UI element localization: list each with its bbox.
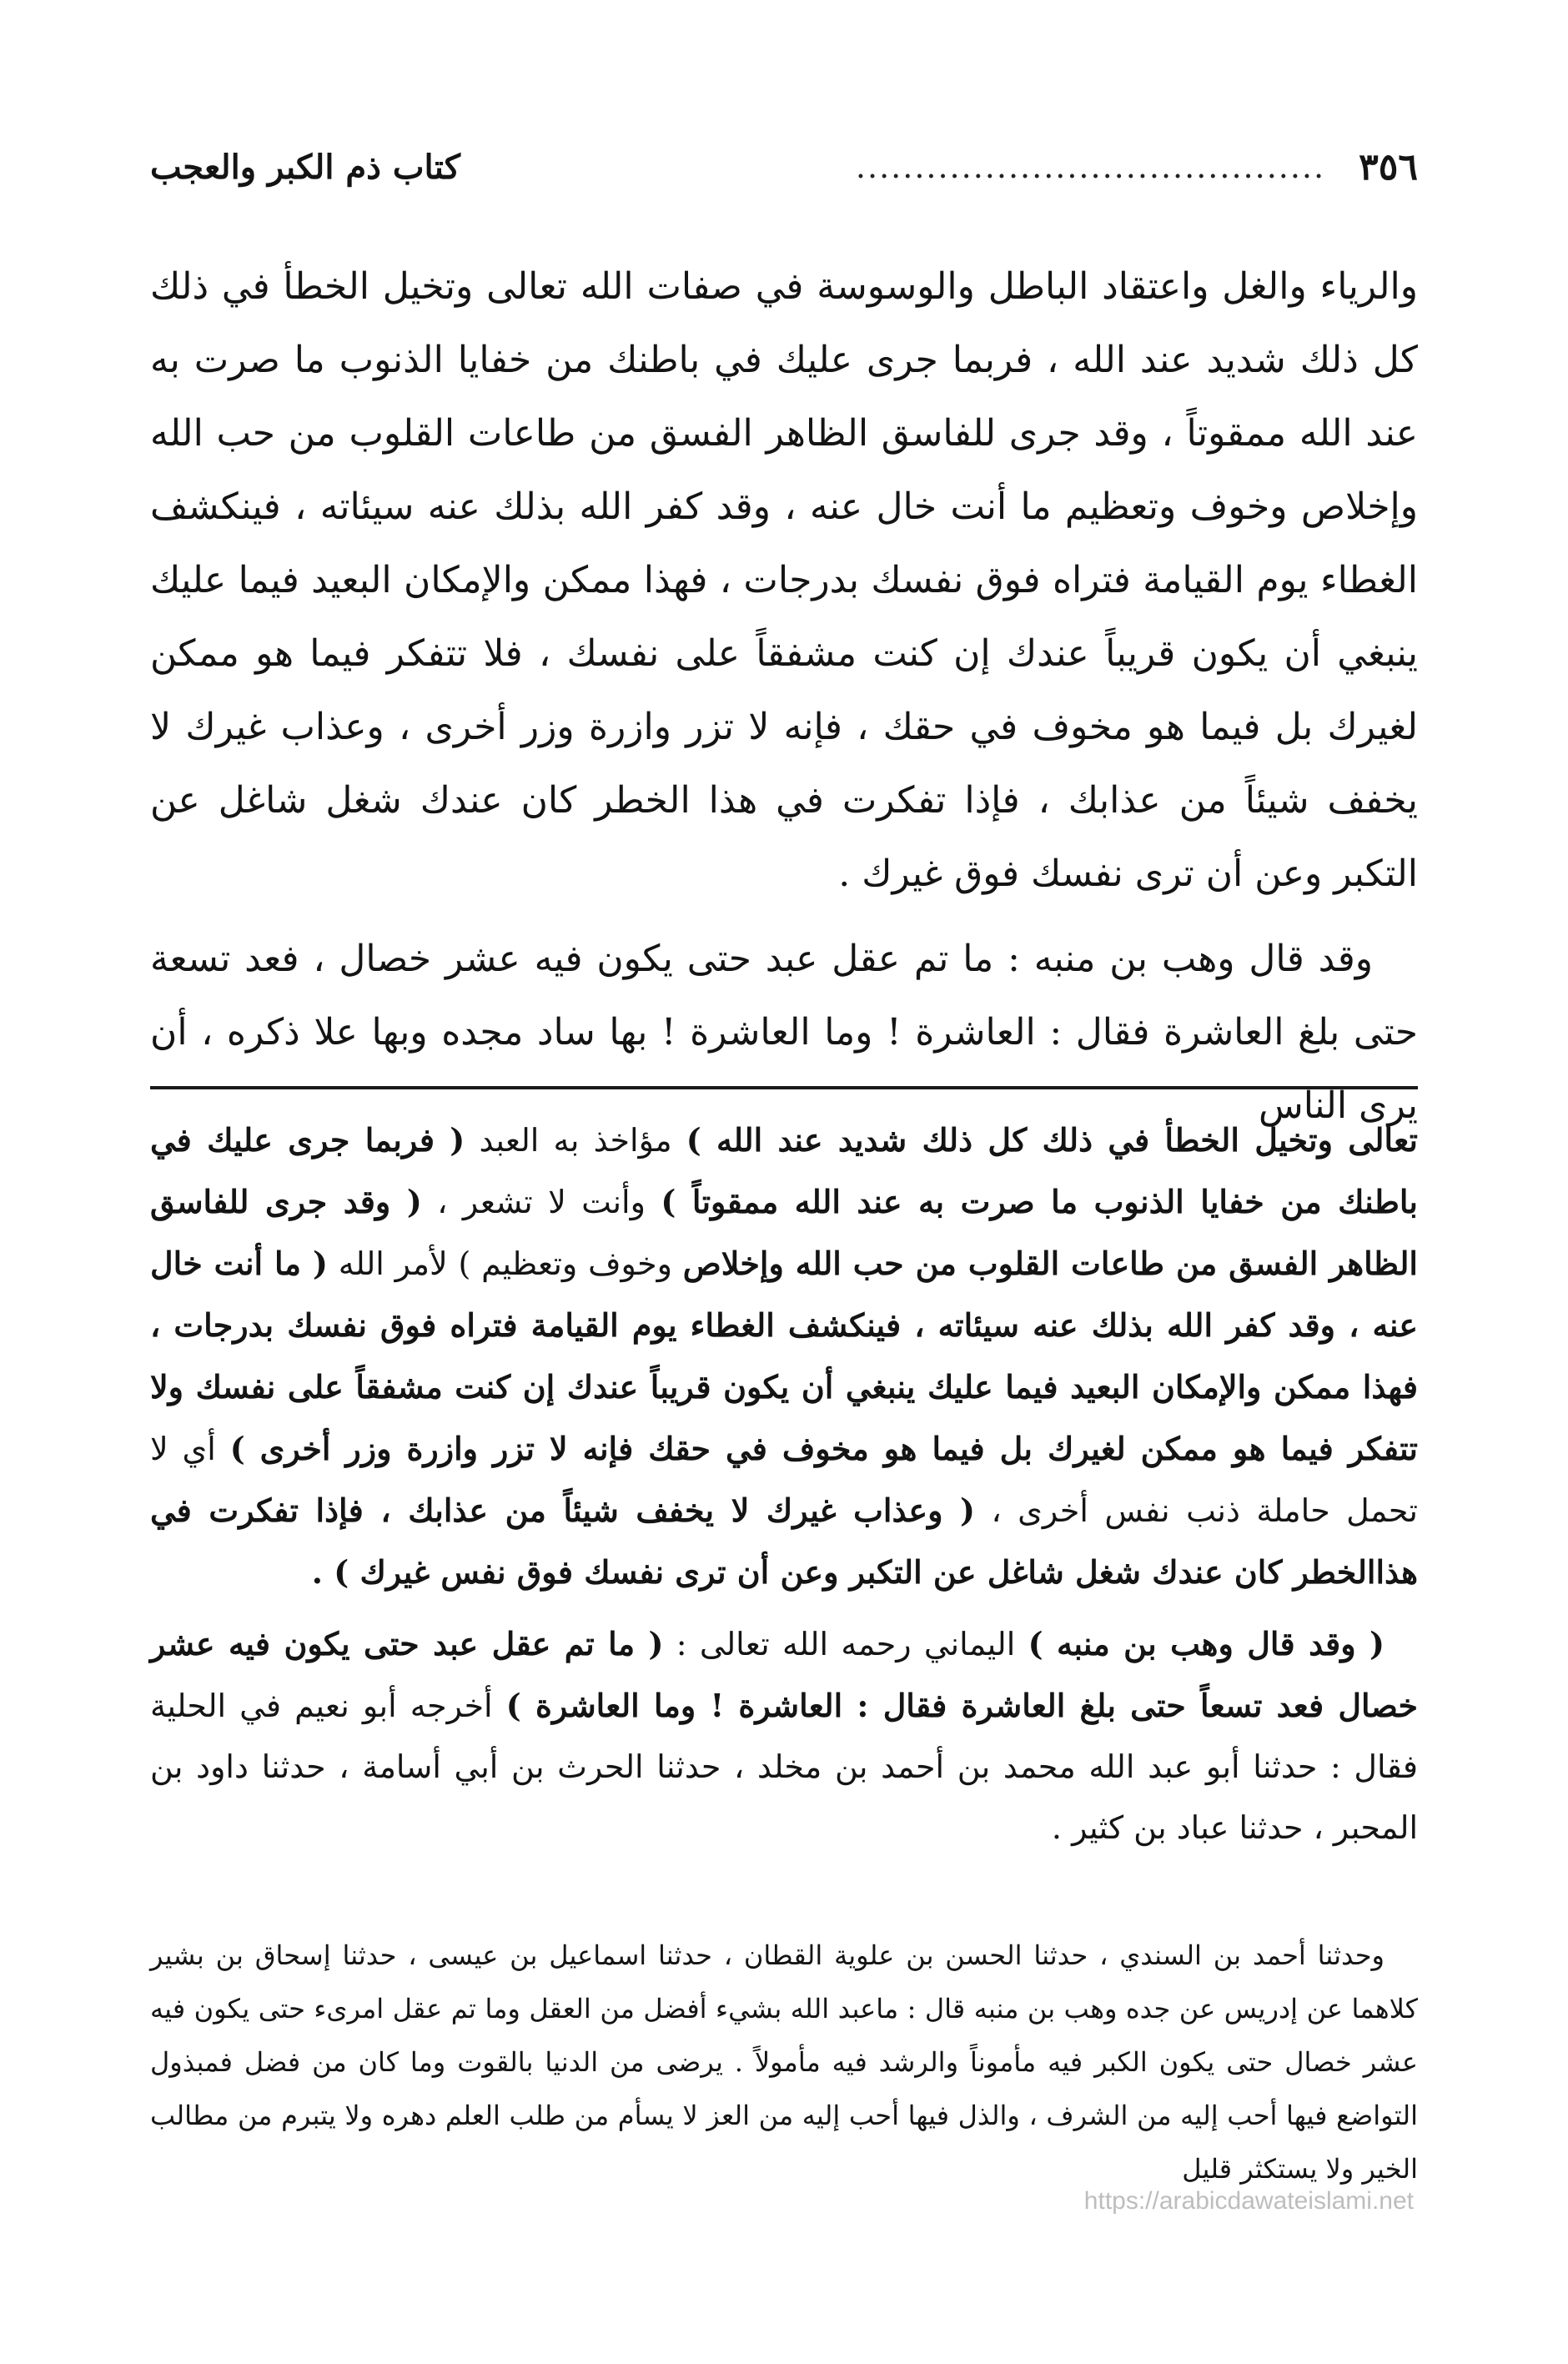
footnote-section	[150, 1929, 1418, 2196]
commentary-paragraph-1	[150, 1109, 1418, 1603]
header-dot-leader: ........................................	[855, 148, 1326, 185]
commentary-segment: وخوف وتعظيم ) لأمر الله	[327, 1245, 683, 1282]
footnote-paragraph: وحدثنا أحمد بن السندي ، حدثنا الحسن بن علوية القطان ، حدثنا اسماعيل بن عيسى ، حدثنا إسحاق بن بشير كلاهما عن إدريس عن جده وهب بن منبه قال : ماعبد الله بشيء أفضل من العقل وما تم عقل امرىء حتى يكون فيه عشر خصال حتى يكون الكبر فيه مأموناً والرشد فيه مأمولاً . يرضى من الدنيا بالقوت وما كان من فضل فمبذول التواضع فيها أحب إليه من الشرف ، والذل فيها أحب إليه من العز لا يسأم من طلب العلم دهره ولا يتبرم من مطالب الخير ولا يستكثر قليل	[150, 1939, 1419, 2185]
commentary-segment: تعالى وتخيل الخطأ في ذلك كل ذلك شديد عند الله )	[686, 1121, 1418, 1159]
commentary-segment: ( ما تم عقل عبد حتى يكون فيه عشر خصال فعد تسعاً حتى بلغ العاشرة فقال : العاشرة ! وما العاشرة )	[150, 1625, 1418, 1724]
separator-rule	[150, 1086, 1418, 1089]
watermark-url: https://arabicdawateislami.net	[1083, 2187, 1414, 2215]
commentary-segment: أي لا تحمل حاملة ذنب نفس أخرى ،	[150, 1431, 1418, 1529]
commentary-segment: اليماني رحمه الله تعالى :	[663, 1626, 1028, 1662]
commentary-segment: ( وقد قال وهب بن منبه )	[1028, 1625, 1385, 1662]
commentary-segment: وأنت لا تشعر ،	[421, 1184, 661, 1220]
main-paragraph-2: وقد قال وهب بن منبه : ما تم عقل عبد حتى يكون فيه عشر خصال ، فعد تسعة حتى بلغ العاشرة فقال : العاشرة ! وما العاشرة ! بها ساد مجده وبها علا ذكره ، أن يرى الناس	[150, 938, 1418, 1127]
commentary-segment: أخرجه أبو نعيم في الحلية فقال : حدثنا أبو عبد الله محمد بن أحمد بن مخلد ، حدثنا الحرث بن أبي أسامة ، حدثنا داود بن المحبر ، حدثنا عباد بن كثير .	[150, 1687, 1419, 1846]
commentary-segment: ( وقد جرى للفاسق الظاهر الفسق من طاعات القلوب من حب الله وإخلاص	[150, 1183, 1418, 1282]
commentary-segment: ( وعذاب غيرك لا يخفف شيئاً من عذابك ، فإذا تفكرت في هذاالخطر كان عندك شغل شاغل عن التكبر وعن أن ترى نفسك فوق نفس غيرك ) .	[150, 1491, 1418, 1591]
page-header	[150, 138, 1418, 196]
commentary-paragraph-2	[150, 1613, 1418, 1859]
commentary-segment: ( فربما جرى عليك في باطنك من خفايا الذنوب ما صرت به عند الله ممقوتاً )	[150, 1121, 1418, 1220]
commentary-segment: ( ما أنت خال عنه ، وقد كفر الله بذلك عنه سيئاته ، فينكشف الغطاء يوم القيامة فتراه فوق نفسك بدرجات ، فهذا ممكن والإمكان البعيد فيما عليك ينبغي أن يكون قريباً عندك إن كنت مشفقاً على نفسك ولا تتفكر فيما هو ممكن لغيرك بل فيما هو مخوف في حقك فإنه لا تزر وازرة وزر أخرى )	[150, 1245, 1418, 1467]
main-paragraph-1: والرياء والغل واعتقاد الباطل والوسوسة في صفات الله تعالى وتخيل الخطأ في ذلك كل ذلك شديد عند الله ، فربما جرى عليك في باطنك من خفايا الذنوب ما صرت به عند الله ممقوتاً ، وقد جرى للفاسق الظاهر الفسق من طاعات القلوب من حب الله وإخلاص وخوف وتعظيم ما أنت خال عنه ، وقد كفر الله بذلك عنه سيئاته ، فينكشف الغطاء يوم القيامة فتراه فوق نفسك بدرجات ، فهذا ممكن والإمكان البعيد فيما عليك ينبغي أن يكون قريباً عندك إن كنت مشفقاً على نفسك ، فلا تتفكر فيما هو ممكن لغيرك بل فيما هو مخوف في حقك ، فإنه لا تزر وازرة وزر أخرى ، وعذاب غيرك لا يخفف شيئاً من عذابك ، فإذا تفكرت في هذا الخطر كان عندك شغل شاغل عن التكبر وعن أن ترى نفسك فوق غيرك .	[150, 265, 1418, 895]
main-text-body	[150, 250, 1418, 1143]
page-number: ٣٥٦	[1359, 145, 1418, 189]
commentary-section	[150, 1109, 1418, 1859]
commentary-segment: مؤاخذ به العبد	[465, 1122, 686, 1159]
running-book-title: كتاب ذم الكبر والعجب	[150, 147, 460, 187]
header-right-group	[856, 146, 1418, 189]
